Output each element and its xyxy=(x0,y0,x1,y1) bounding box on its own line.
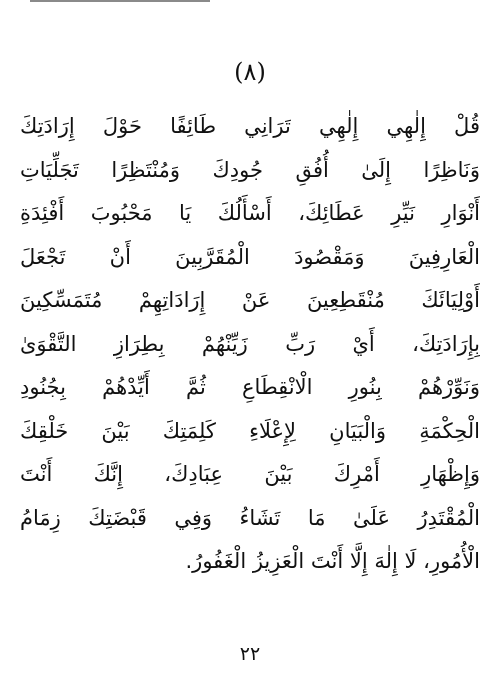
text-line: الْحِكْمَةِ وَالْبَيَانِ لِإِعْلَاءِ كَلِمَتِكَ بَيْنَ خَلْقِكَ xyxy=(20,418,480,443)
text-line: وَنَاظِرًا إِلَىٰ أُفُقِ جُودِكَ وَمُنْتَظِرًا تَجَلِّيَاتِ xyxy=(20,157,480,182)
text-line: قُلْ إِلٰهِي إِلٰهِي تَرَانِي طَائِفًا حَوْلَ إِرَادَتِكَ xyxy=(20,114,480,138)
text-line: بِإِرَادَتِكَ، أَيْ رَبِّ زَيِّنْهُمْ بِطِرَازِ التَّقْوَىٰ xyxy=(20,331,480,356)
top-rule xyxy=(30,0,210,2)
text-line: وَإِظْهَارِ أَمْرِكَ بَيْنَ عِبَادِكَ، إِنَّكَ أَنْتَ xyxy=(20,462,480,486)
text-line: وَنَوِّرْهُمْ بِنُورِ الْانْقِطَاعِ ثُمَّ أَيِّدْهُمْ بِجُنُودِ xyxy=(20,375,480,399)
text-line-last: الْأُمُورِ، لَا إِلٰهَ إِلَّا أَنْتَ الْعَزِيزُ الْغَفُورُ. xyxy=(185,549,480,573)
prayer-text xyxy=(20,105,480,584)
text-line: الْعَارِفِينَ وَمَقْصُودَ الْمُقَرَّبِينَ أَنْ تَجْعَلَ xyxy=(20,244,480,269)
section-number: (٨) xyxy=(234,58,266,86)
page-number: ٢٢ xyxy=(239,643,261,665)
text-line: أَنْوَارِ نَيِّرِ عَطَائِكَ، أَسْأَلُكَ يَا مَحْبُوبَ أَفْئِدَةِ xyxy=(20,201,480,225)
text-line: الْمُقْتَدِرُ عَلَىٰ مَا تَشَاءُ وَفِي قَبْضَتِكَ زِمَامُ xyxy=(20,505,480,530)
text-line: أَوْلِيَائَكَ مُنْقَطِعِينَ عَنْ إِرَادَاتِهِمْ مُتَمَسِّكِينَ xyxy=(20,288,480,312)
